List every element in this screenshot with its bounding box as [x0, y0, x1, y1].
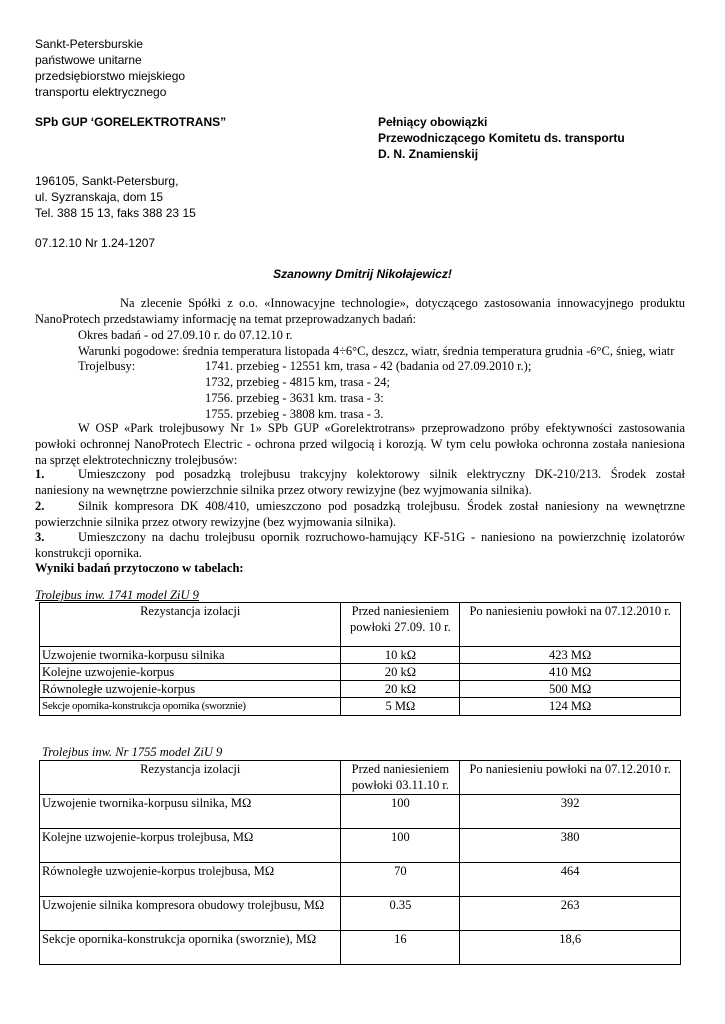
item-2-line-1: Silnik kompresora DK 408/410, umieszczono pod posadzką trolejbusu. Środek został naniesiony na wewnętrzne — [78, 499, 685, 513]
sender-org-line: państwowe unitarne — [35, 53, 142, 67]
table-cell: 380 — [460, 829, 681, 863]
table-cell: 423 MΩ — [460, 647, 681, 664]
osp-line-2: powłoki ochronnej NanoProtech Electric - ochrona przed wilgocią i korozją. W tym celu powłoka ochronna została naniesiona — [35, 437, 685, 451]
sender-name: SPb GUP ‘GORELEKTROTRANS” — [35, 115, 227, 129]
item-1-line-1: Umieszczony pod posadzką trolejbusu trakcyjny kolektorowy silnik elektryczny DK-210/213. Środek został — [78, 467, 685, 481]
table-cell: 18,6 — [460, 931, 681, 965]
trolley-entry: 1755. przebieg - 3808 km. trasa - 3. — [205, 407, 384, 421]
table-cell: 20 kΩ — [341, 681, 460, 698]
table-1-caption: Trolejbus inw. 1741 model ZiU 9 — [35, 588, 199, 602]
salutation: Szanowny Dmitrij Nikołajewicz! — [273, 267, 452, 281]
table-cell: 10 kΩ — [341, 647, 460, 664]
table-row — [40, 829, 681, 863]
table-cell: Równoległe uzwojenie-korpus — [40, 681, 341, 698]
intro-line-2: NanoProtech przedstawiamy informację na temat przeprowadzanych badań: — [35, 312, 417, 326]
table-cell: Równoległe uzwojenie-korpus trolejbusa, MΩ — [40, 863, 341, 897]
table-2-caption: Trolejbus inw. Nr 1755 model ZiU 9 — [42, 745, 223, 759]
sender-org — [35, 36, 185, 100]
recipient-line: Przewodniczącego Komitetu ds. transportu — [378, 131, 625, 145]
table-cell: 464 — [460, 863, 681, 897]
item-number: 2. — [35, 499, 45, 513]
table-header: Przed naniesieniem powłoki 03.11.10 r. — [341, 761, 460, 795]
table-header: Po naniesieniu powłoki na 07.12.2010 r. — [460, 603, 681, 647]
table-row — [40, 647, 681, 664]
reference-number: 07.12.10 Nr 1.24-1207 — [35, 236, 156, 250]
table-cell: Sekcje opornika-konstrukcja opornika (sworznie), MΩ — [40, 931, 341, 965]
table-row — [40, 863, 681, 897]
item-1-line-2: naniesiony na wewnętrzne powierzchnie silnika przez otwory rewizyjne (bez wyjmowania silnika). — [35, 483, 532, 497]
table-cell: 100 — [341, 795, 460, 829]
table-cell: Uzwojenie twornika-korpusu silnika — [40, 647, 341, 664]
table-cell: 410 MΩ — [460, 664, 681, 681]
sender-org-line: transportu elektrycznego — [35, 85, 167, 99]
table-header: Przed naniesieniem powłoki 27.09. 10 r. — [341, 603, 460, 647]
results-table-1 — [39, 602, 681, 716]
table-row — [40, 664, 681, 681]
table-header: Po naniesieniu powłoki na 07.12.2010 r. — [460, 761, 681, 795]
table-cell: 392 — [460, 795, 681, 829]
test-period: Okres badań - od 27.09.10 r. do 07.12.10 r. — [78, 328, 293, 342]
table-header-row — [40, 603, 681, 647]
recipient-block — [378, 114, 625, 162]
address-line: 196105, Sankt-Petersburg, — [35, 174, 179, 188]
table-cell: 100 — [341, 829, 460, 863]
address-line: ul. Syzranskaja, dom 15 — [35, 190, 164, 204]
sender-org-line: przedsiębiorstwo miejskiego — [35, 69, 186, 83]
table-cell: 16 — [341, 931, 460, 965]
trolley-entry: 1756. przebieg - 3631 km. trasa - 3: — [205, 391, 384, 405]
intro-line-1: Na zlecenie Spółki z o.o. «Innowacyjne technologie», dotyczącego zastosowania innowacyjnego produktu — [120, 296, 685, 310]
trolley-entry: 1732, przebieg - 4815 km, trasa - 24; — [205, 375, 391, 389]
table-row — [40, 931, 681, 965]
weather-conditions: Warunki pogodowe: średnia temperatura listopada 4÷6°C, deszcz, wiatr, średnia temperatura grudnia -6°C, śnieg, wiatr — [78, 344, 675, 358]
table-cell: Kolejne uzwojenie-korpus trolejbusa, MΩ — [40, 829, 341, 863]
trolleys-label: Trojelbusy: — [78, 359, 136, 373]
sender-org-line: Sankt-Petersburskie — [35, 37, 144, 51]
item-number: 1. — [35, 467, 45, 481]
item-2-line-2: powierzchnie silnika przez otwory rewizyjne (bez wyjmowania silnika). — [35, 515, 396, 529]
table-cell: 70 — [341, 863, 460, 897]
table-cell: 263 — [460, 897, 681, 931]
table-cell: 0.35 — [341, 897, 460, 931]
results-table-2 — [39, 760, 681, 965]
table-header-row — [40, 761, 681, 795]
table-row — [40, 795, 681, 829]
item-3-line-1: Umieszczony na dachu trolejbusu opornik rozruchowo-hamujący KF-51G - naniesiono na powierzchnię izolatorów — [78, 530, 685, 544]
table-cell: 500 MΩ — [460, 681, 681, 698]
table-cell: Sekcje opornika-konstrukcja opornika (sworznie) — [40, 698, 341, 716]
table-row — [40, 698, 681, 716]
table-header: Rezystancja izolacji — [40, 761, 341, 795]
table-header: Rezystancja izolacji — [40, 603, 341, 647]
item-3-line-2: konstrukcji opornika. — [35, 546, 142, 560]
trolley-entry: 1741. przebieg - 12551 km, trasa - 42 (badania od 27.09.2010 r.); — [205, 359, 532, 373]
table-cell: 124 MΩ — [460, 698, 681, 716]
osp-line-3: na sprzęt elektrotechniczny trolejbusów: — [35, 453, 238, 467]
table-cell: 5 MΩ — [341, 698, 460, 716]
results-heading: Wyniki badań przytoczono w tabelach: — [35, 561, 244, 575]
sender-address — [35, 173, 196, 221]
table-cell: Uzwojenie twornika-korpusu silnika, MΩ — [40, 795, 341, 829]
address-line: Tel. 388 15 13, faks 388 23 15 — [35, 206, 196, 220]
recipient-line: Pełniący obowiązki — [378, 115, 488, 129]
table-row — [40, 681, 681, 698]
table-cell: Kolejne uzwojenie-korpus — [40, 664, 341, 681]
osp-line-1: W OSP «Park trolejbusowy Nr 1» SPb GUP «Gorelektrotrans» przeprowadzono próby efektywności zastosowania — [78, 421, 685, 435]
item-number: 3. — [35, 530, 45, 544]
table-cell: 20 kΩ — [341, 664, 460, 681]
table-row — [40, 897, 681, 931]
table-cell: Uzwojenie silnika kompresora obudowy trolejbusu, MΩ — [40, 897, 341, 931]
recipient-line: D. N. Znamienskij — [378, 147, 479, 161]
